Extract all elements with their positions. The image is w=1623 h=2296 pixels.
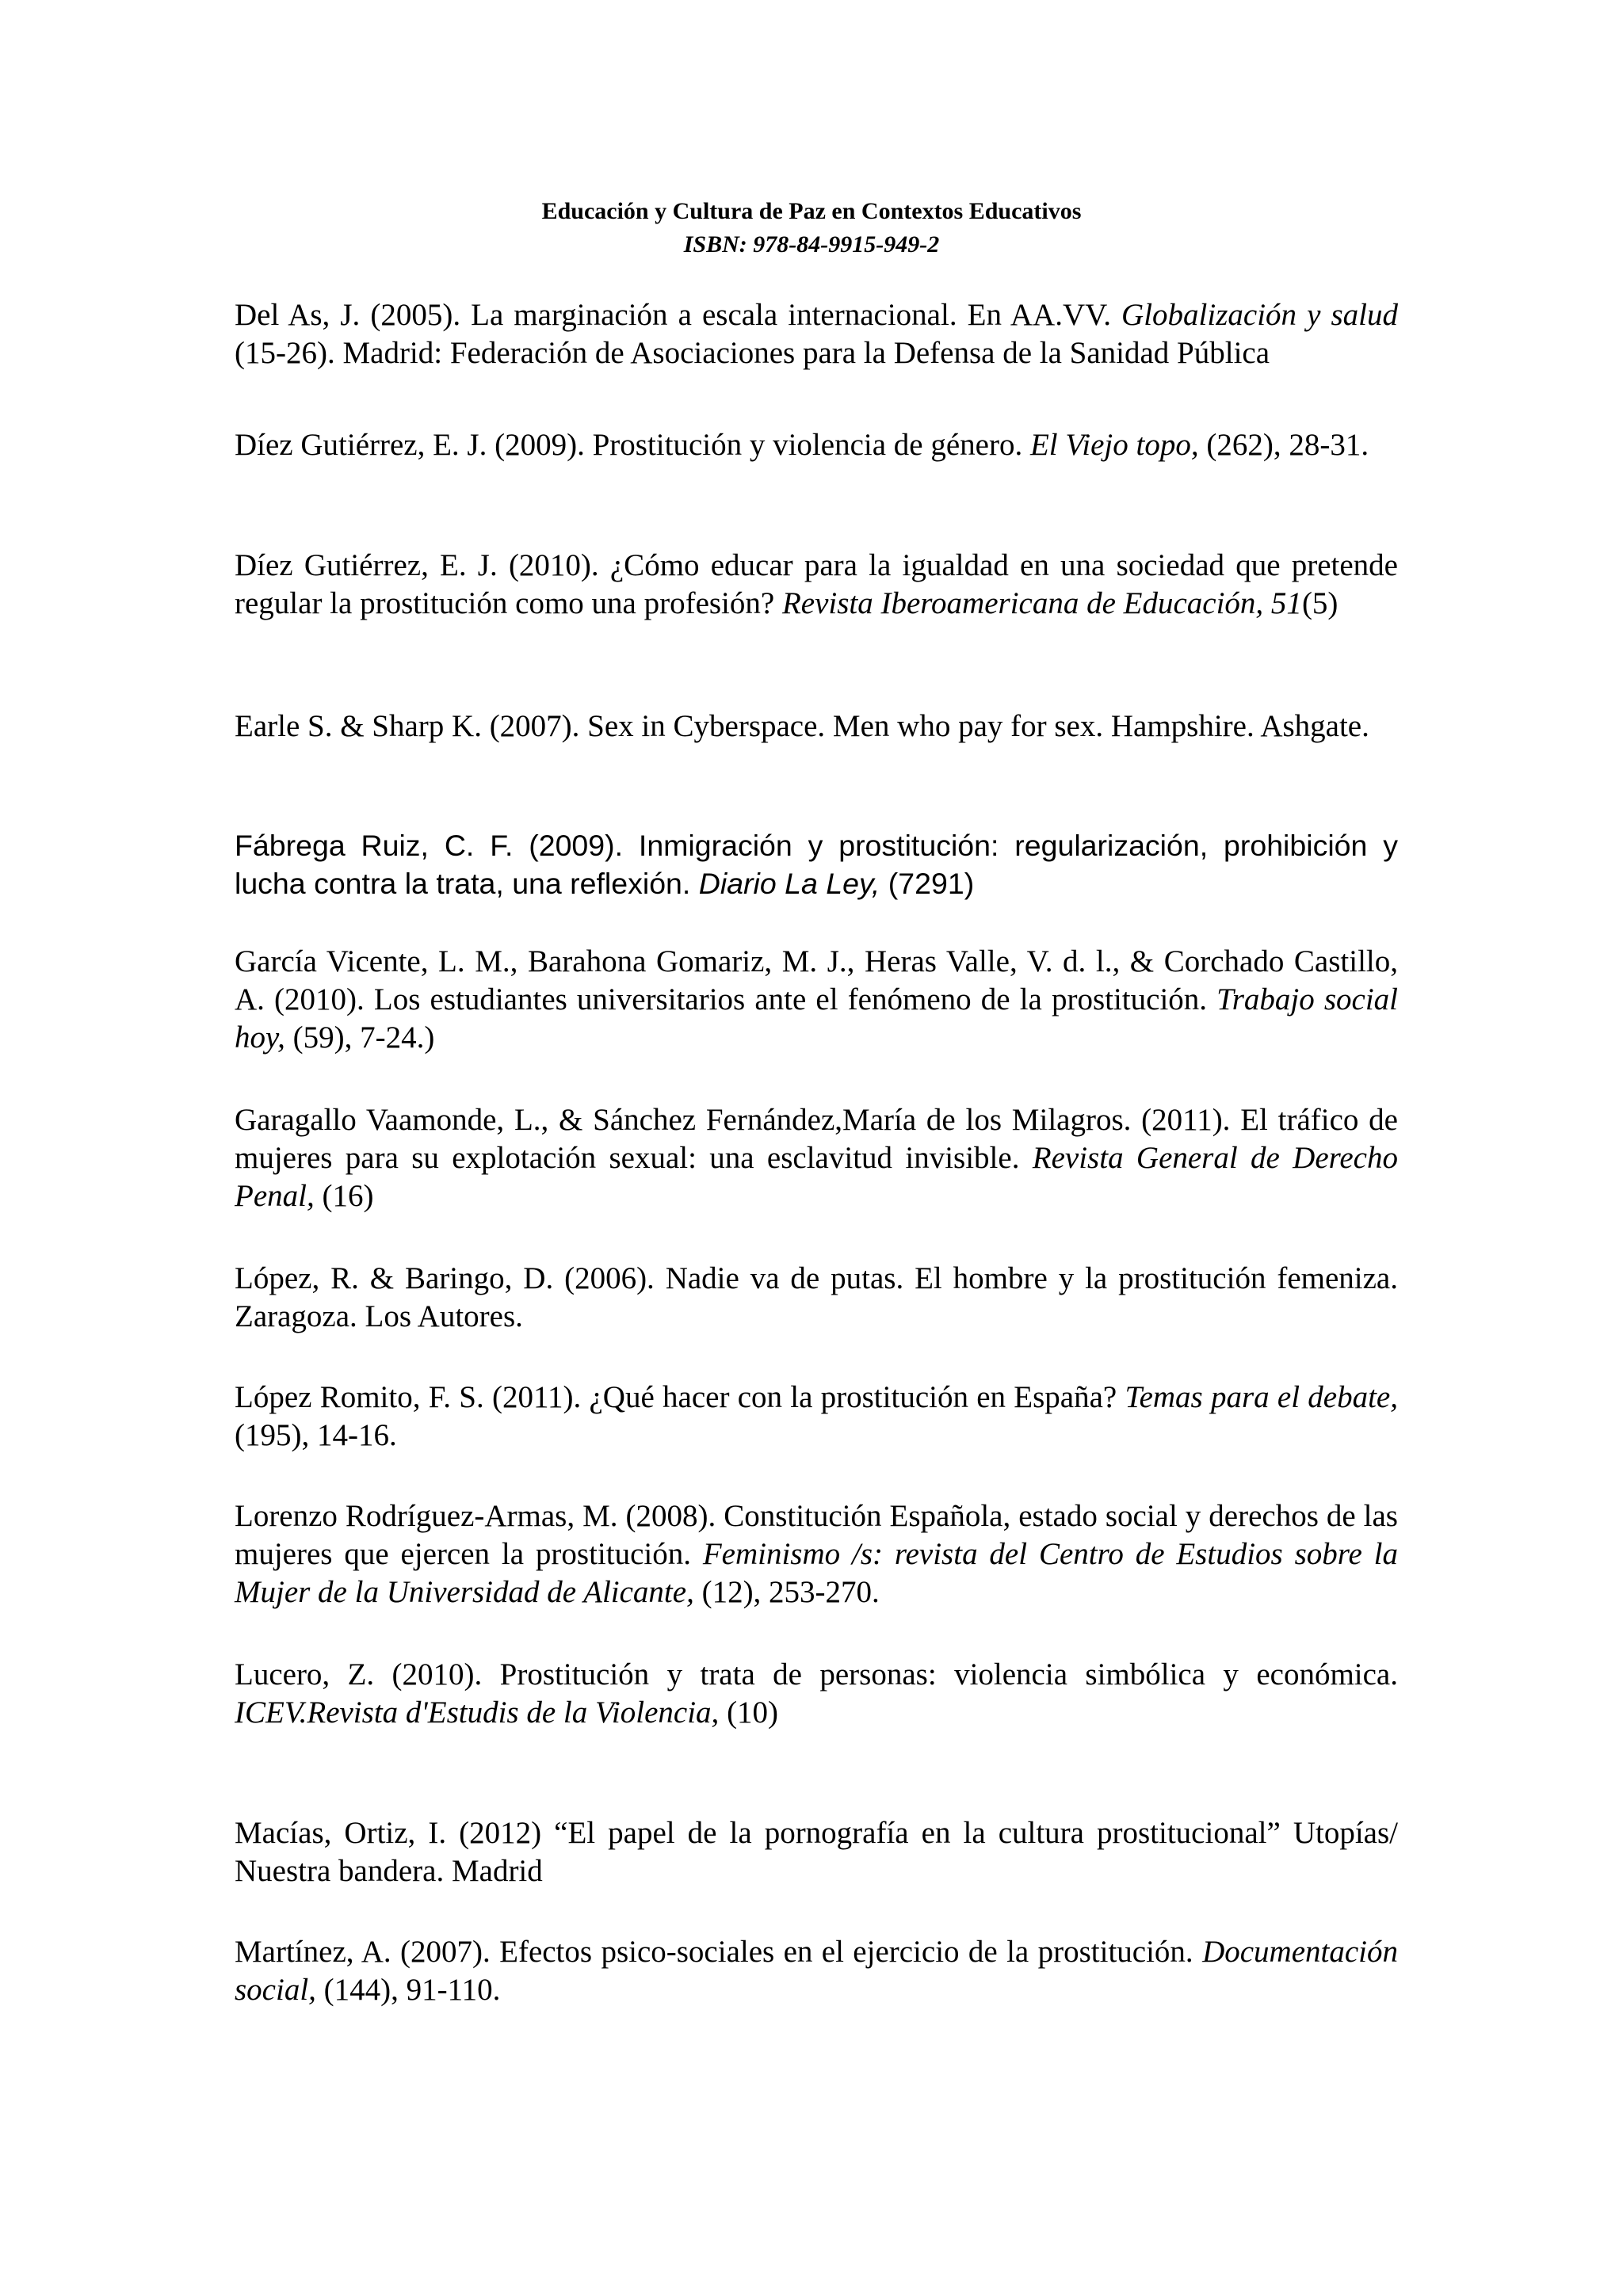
reference-entry: Lorenzo Rodríguez-Armas, M. (2008). Constitución Española, estado social y derechos de las mujeres que ejercen la prostitución. Feminismo /s: revista del Centro de Estudios sobre la Mujer de la Universidad de Alicante, (12), 253-270. [235,1499,1398,1609]
reference-entry: Díez Gutiérrez, E. J. (2010). ¿Cómo educar para la igualdad en una sociedad que pretende regular la prostitución como una profesión? Revista Iberoamericana de Educación, 51(5) [235,548,1398,620]
reference-entry: Macías, Ortiz, I. (2012) “El papel de la pornografía en la cultura prostitucional” Utopías/ Nuestra bandera. Madrid [235,1816,1398,1888]
reference-entry: García Vicente, L. M., Barahona Gomariz, M. J., Heras Valle, V. d. l., & Corchado Castillo, A. (2010). Los estudiantes universitarios ante el fenómeno de la prostitución. Trabajo social hoy, (59), 7-24.) [235,944,1398,1055]
reference-entry: Lucero, Z. (2010). Prostitución y trata de personas: violencia simbólica y económica. ICEV.Revista d'Estudis de la Violencia, (10) [235,1657,1398,1730]
reference-entry: Fábrega Ruiz, C. F. (2009). Inmigración y prostitución: regularización, prohibición y lucha contra la trata, una reflexión. Diario La Ley, (7291) [235,829,1398,900]
reference-entry: López Romito, F. S. (2011). ¿Qué hacer con la prostitución en España? Temas para el debate, (195), 14-16. [235,1380,1398,1452]
reference-entry: Del As, J. (2005). La marginación a escala internacional. En AA.VV. Globalización y salud (15-26). Madrid: Federación de Asociaciones para la Defensa de la Sanidad Pública [235,298,1398,370]
reference-entry: Earle S. & Sharp K. (2007). Sex in Cyberspace. Men who pay for sex. Hampshire. Ashgate. [235,709,1369,743]
reference-entry: Garagallo Vaamonde, L., & Sánchez Fernández,María de los Milagros. (2011). El tráfico de mujeres para su explotación sexual: una esclavitud invisible. Revista General de Derecho Penal, (16) [235,1103,1398,1213]
reference-entry: Martínez, A. (2007). Efectos psico-sociales en el ejercicio de la prostitución. Documentación social, (144), 91-110. [235,1935,1398,2007]
isbn: ISBN: 978-84-9915-949-2 [683,231,940,257]
running-header [0,195,1623,261]
reference-entry: Díez Gutiérrez, E. J. (2009). Prostitución y violencia de género. El Viejo topo, (262), 28-31. [235,428,1369,462]
book-title: Educación y Cultura de Paz en Contextos Educativos [541,198,1082,224]
reference-entry: López, R. & Baringo, D. (2006). Nadie va de putas. El hombre y la prostitución femeniza. Zaragoza. Los Autores. [235,1261,1398,1333]
